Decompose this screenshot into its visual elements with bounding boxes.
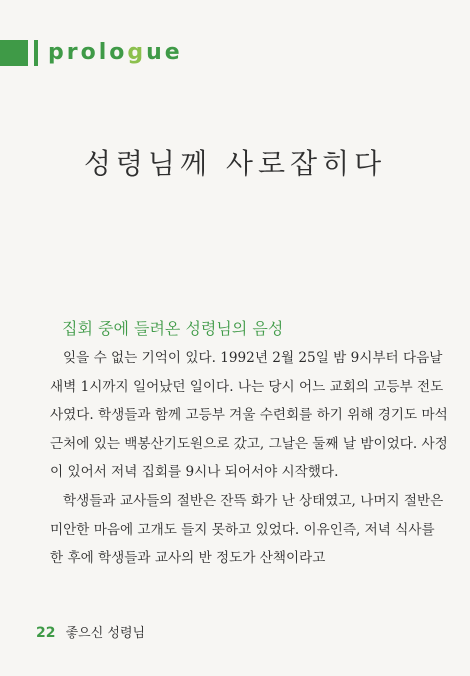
chapter-title: 성령님께 사로잡히다 xyxy=(83,147,387,180)
paragraph: 잊을 수 없는 기억이 있다. 1992년 2월 25일 밤 9시부터 다음날 새벽 1시까지 일어났던 일이다. 나는 당시 어느 교회의 고등부 전도사였다. 학생들과 함께 고등부 겨울 수련회를 하기 위해 경기도 마석 근처에 있는 백봉산기도원으로 갔고, 그날은 둘째 날 밤이었다. 사정이 있어서 저녁 집회를 9시나 되어서야 시작했다. xyxy=(50,350,448,481)
section-label-accent: g xyxy=(127,40,147,65)
running-book-title: 좋으신 성령님 xyxy=(65,626,146,641)
body-text xyxy=(50,344,452,573)
paragraph: 학생들과 교사들의 절반은 잔뜩 화가 난 상태였고, 나머지 절반은 미안한 마음에 고개도 들지 못하고 있었다. 이유인즉, 저녁 식사를 한 후에 학생들과 교사의 반 정도가 산책이라고 xyxy=(50,492,444,567)
header-divider xyxy=(34,40,38,66)
section-heading: 집회 중에 들려온 성령님의 음성 xyxy=(62,319,284,338)
section-label xyxy=(48,38,183,68)
header-color-block xyxy=(0,40,28,66)
page-number: 22 xyxy=(36,625,56,641)
section-label-suffix: ue xyxy=(146,40,183,65)
page-footer xyxy=(36,622,145,641)
section-label-prefix: prolo xyxy=(48,40,128,65)
